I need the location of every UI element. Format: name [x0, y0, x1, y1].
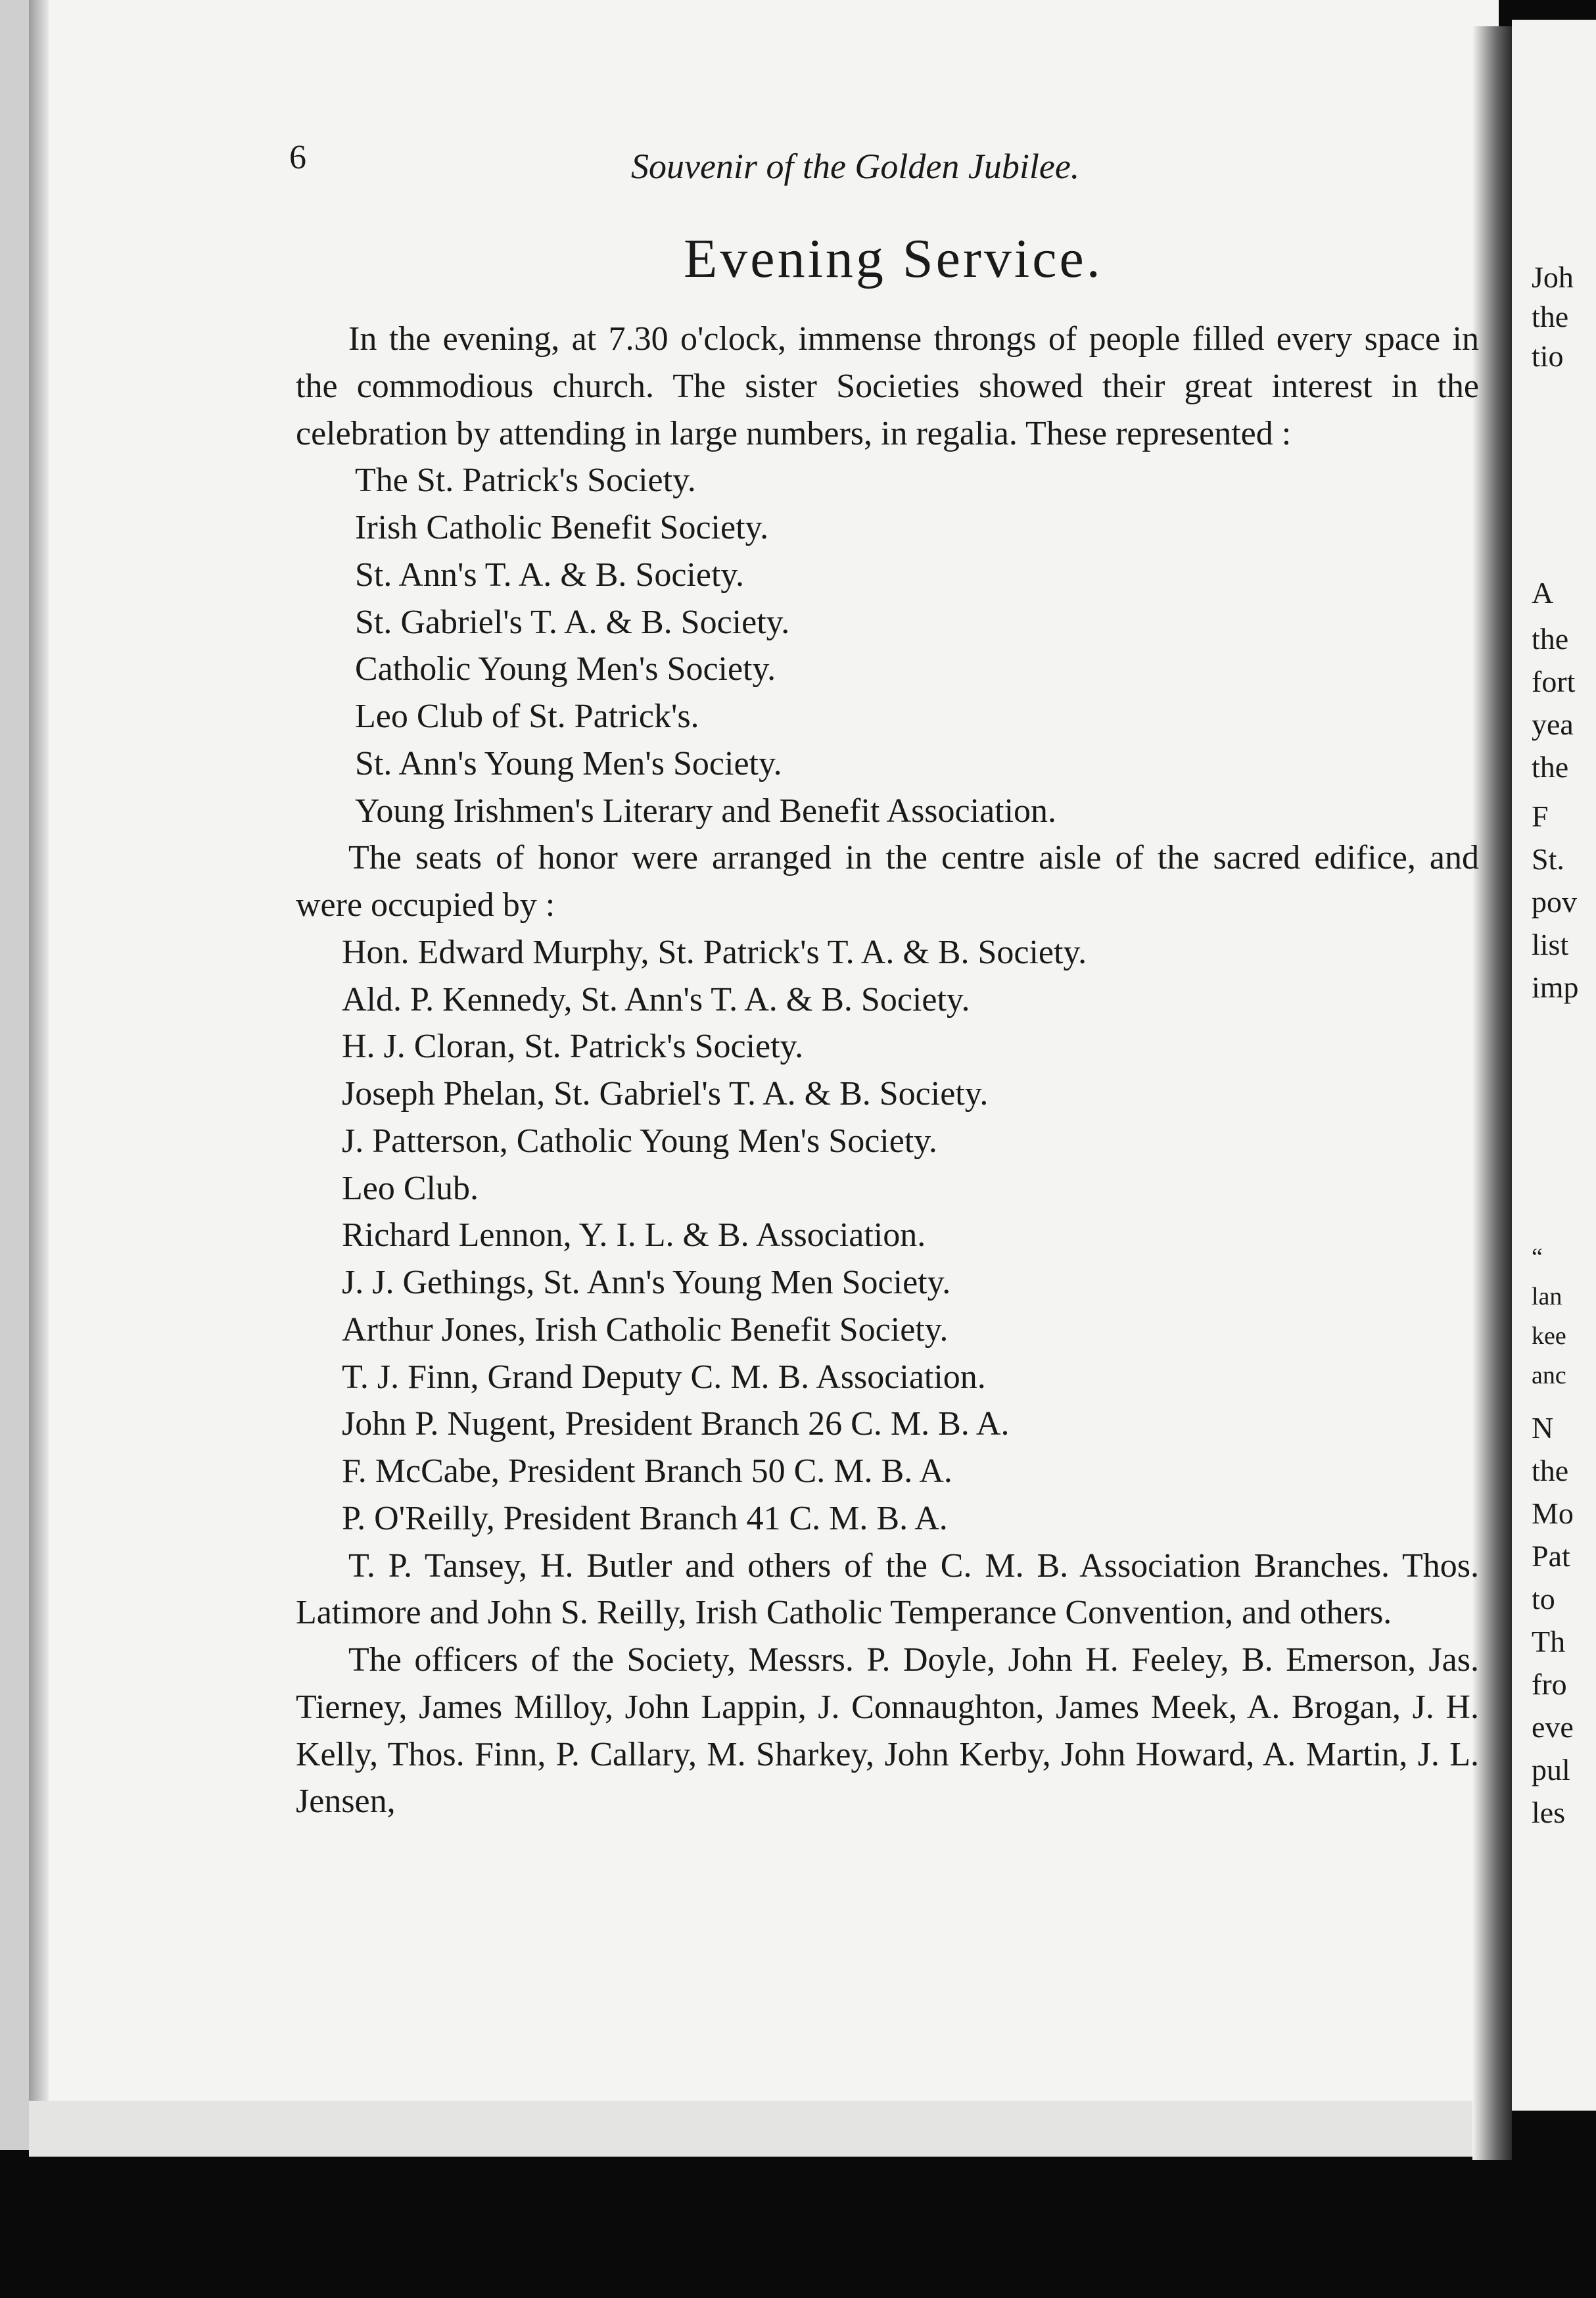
list-item: Richard Lennon, Y. I. L. & B. Association. [342, 1216, 926, 1255]
list-item: Joseph Phelan, St. Gabriel's T. A. & B. Society. [342, 1075, 989, 1113]
facing-page-text: tio [1532, 339, 1564, 373]
facing-page-text: fort [1532, 665, 1576, 698]
page-number: 6 [289, 139, 306, 176]
facing-page-text: A [1532, 576, 1554, 610]
list-item: St. Ann's T. A. & B. Society. [355, 556, 745, 594]
facing-page-text: the [1532, 1454, 1569, 1487]
societies-list [296, 457, 1479, 834]
list-item: Young Irishmen's Literary and Benefit Association. [355, 792, 1057, 830]
facing-page-text: les [1532, 1796, 1566, 1829]
seats-paragraph: The seats of honor were arranged in the centre aisle of the sacred edifice, and were occupied by : [296, 839, 1479, 924]
facing-page-text: list [1532, 928, 1569, 961]
facing-page-text: to [1532, 1582, 1555, 1616]
officers-paragraph: The officers of the Society, Messrs. P. Doyle, John H. Feeley, B. Emerson, Jas. Tierney, James Milloy, John Lappin, J. Connaughton, James Meek, A. Brogan, J. H. Kelly, Thos. Finn, P. Callary, M. Sharkey, John Kerby, John Howard, A. Martin, J. L. Jensen, [296, 1641, 1479, 1821]
facing-page-text: the [1532, 622, 1569, 656]
facing-page-text: the [1532, 300, 1569, 333]
list-item: John P. Nugent, President Branch 26 C. M. B. A. [342, 1405, 1010, 1443]
list-item: The St. Patrick's Society. [355, 462, 696, 500]
list-item: T. J. Finn, Grand Deputy C. M. B. Association. [342, 1358, 986, 1396]
list-item: H. J. Cloran, St. Patrick's Society. [342, 1028, 804, 1066]
list-item: Hon. Edward Murphy, St. Patrick's T. A. & B. Society. [342, 933, 1087, 971]
facing-page-text: fro [1532, 1667, 1567, 1701]
facing-page-text: kee [1532, 1322, 1566, 1350]
list-item: Leo Club. [342, 1169, 479, 1207]
intro-paragraph: In the evening, at 7.30 o'clock, immense throngs of people filled every space in the commodious church. The sister Societies showed their great interest in the celebration by attending in large numbers, in regalia. These represented : [296, 320, 1479, 452]
section-title: Evening Service. [684, 228, 1103, 289]
facing-page-text: pul [1532, 1753, 1570, 1786]
facing-page-text: Mo [1532, 1496, 1574, 1530]
facing-page-text: F [1532, 800, 1549, 833]
list-item: Irish Catholic Benefit Society. [355, 509, 769, 546]
facing-page-text: imp [1532, 970, 1579, 1004]
facing-page-fragment [1512, 20, 1596, 2111]
list-item: Ald. P. Kennedy, St. Ann's T. A. & B. Society. [342, 980, 970, 1018]
facing-page-text: “ [1532, 1243, 1543, 1271]
facing-page-text: St. [1532, 842, 1564, 876]
others-paragraph: T. P. Tansey, H. Butler and others of the C. M. B. Association Branches. Thos. Latimore and John S. Reilly, Irish Catholic Temperance Convention, and others. [296, 1546, 1479, 1632]
list-item: J. Patterson, Catholic Young Men's Society. [342, 1122, 937, 1160]
list-item: St. Gabriel's T. A. & B. Society. [355, 603, 790, 641]
page-body [296, 316, 1479, 1825]
page-bottom-edge [29, 2101, 1499, 2157]
facing-page-text: N [1532, 1411, 1554, 1445]
facing-page-text: eve [1532, 1710, 1574, 1744]
facing-page-text: Pat [1532, 1539, 1570, 1573]
list-item: Catholic Young Men's Society. [355, 650, 776, 688]
honored-guests-list [296, 929, 1479, 1543]
list-item: St. Ann's Young Men's Society. [355, 744, 782, 782]
running-head: Souvenir of the Golden Jubilee. [631, 147, 1080, 186]
facing-page-text: yea [1532, 707, 1574, 741]
facing-page-text: pov [1532, 885, 1577, 919]
facing-page-text: lan [1532, 1283, 1562, 1310]
facing-page-text: anc [1532, 1362, 1566, 1389]
list-item: P. O'Reilly, President Branch 41 C. M. B. A. [342, 1499, 948, 1537]
list-item: F. McCabe, President Branch 50 C. M. B. A. [342, 1452, 952, 1490]
list-item: Arthur Jones, Irish Catholic Benefit Society. [342, 1310, 949, 1349]
left-binding-edge [0, 0, 29, 2150]
list-item: Leo Club of St. Patrick's. [355, 698, 699, 735]
facing-page-text: the [1532, 750, 1569, 784]
facing-page-text: Joh [1532, 260, 1574, 294]
facing-page-text: Th [1532, 1625, 1566, 1658]
left-page-shadow [29, 0, 49, 2150]
list-item: J. J. Gethings, St. Ann's Young Men Society. [342, 1264, 951, 1301]
